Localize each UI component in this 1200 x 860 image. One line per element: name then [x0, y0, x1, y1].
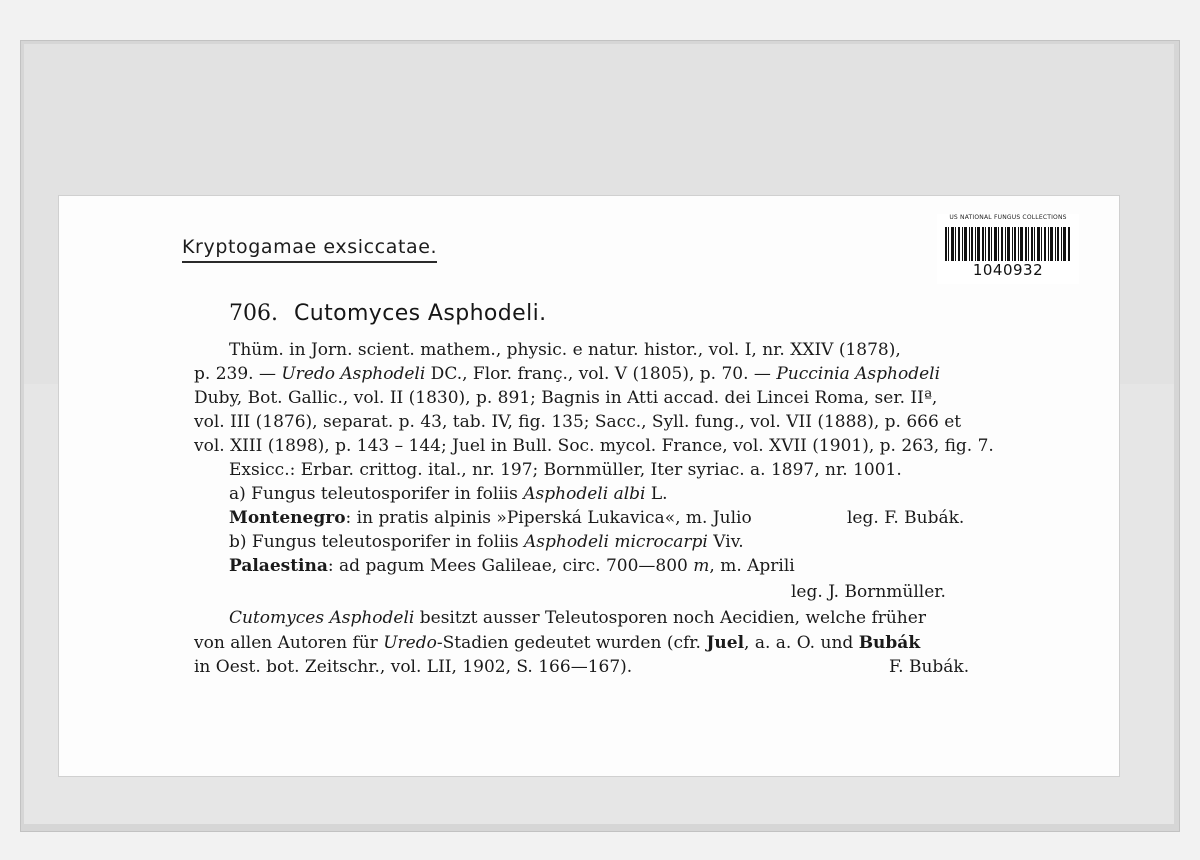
altitude-unit: m — [693, 556, 710, 576]
locality-palaestina — [229, 558, 795, 575]
locality-text: , m. Aprili — [709, 556, 795, 576]
reference-text: Duby, Bot. Gallic., vol. II (1830), p. 891; Bagnis in Atti accad. dei Lincei Roma, ser. IIª, — [194, 388, 938, 408]
locality-text: : ad pagum Mees Galileae, circ. 700—800 — [327, 556, 694, 576]
reference-text: DC., Flor. franç., vol. V (1805), p. 70. — — [425, 364, 777, 384]
barcode-caption: US NATIONAL FUNGUS COLLECTIONS — [949, 214, 1067, 221]
collector-text: leg. J. Bornmüller. — [791, 582, 946, 602]
reference-line-3 — [194, 390, 937, 407]
author-juel: Juel — [706, 633, 745, 653]
reference-line-2 — [194, 366, 940, 383]
species-name: Cutomyces Asphodeli. — [293, 301, 547, 326]
reference-text: Thüm. in Jorn. scient. mathem., physic. e natur. histor., vol. I, nr. XXIV (1878), — [229, 340, 901, 360]
note-line-3 — [194, 659, 632, 676]
collector-bubak — [847, 510, 964, 527]
reference-line-1 — [229, 342, 901, 359]
collection-a-text: a) Fungus teleutosporifer in foliis — [229, 484, 524, 504]
reference-line-5 — [194, 438, 994, 455]
note-text: in Oest. bot. Zeitschr., vol. LII, 1902, S. 166—167). — [194, 657, 633, 677]
reference-line-4 — [194, 414, 961, 431]
synonym-puccinia: Puccinia Asphodeli — [776, 364, 941, 384]
barcode-label — [937, 214, 1079, 284]
exsiccata-line — [229, 462, 902, 479]
note-text: -Stadien gedeutet wurden (cfr. — [436, 633, 707, 653]
host-author: L. — [645, 484, 668, 504]
reference-text: vol. III (1876), separat. p. 43, tab. IV, fig. 135; Sacc., Syll. fung., vol. VII (1888), p. 666 et — [194, 412, 962, 432]
collection-b-line — [229, 534, 744, 551]
entry-number: 706. — [229, 301, 278, 326]
series-title: Kryptogamae exsiccatae. — [182, 236, 437, 263]
note-line-2 — [194, 635, 920, 652]
note-line-1 — [229, 610, 926, 627]
species-name-italic: Cutomyces Asphodeli — [229, 608, 415, 628]
host-name: Asphodeli albi — [523, 484, 646, 504]
collector-bornmuller — [791, 584, 946, 601]
host-author: Viv. — [707, 532, 744, 552]
reference-text: vol. XIII (1898), p. 143 – 144; Juel in Bull. Soc. mycol. France, vol. XVII (1901), p. 263, fig. 7. — [194, 436, 994, 456]
note-text: besitzt ausser Teleutosporen noch Aecidien, welche früher — [414, 608, 926, 628]
entry-title — [229, 301, 547, 326]
note-text: , a. a. O. und — [744, 633, 859, 653]
host-name: Asphodeli microcarpi — [524, 532, 708, 552]
barcode-number: 1040932 — [972, 261, 1044, 279]
signature-text: F. Bubák. — [889, 657, 970, 677]
signature — [889, 659, 969, 676]
exsiccata-text: Exsicc.: Erbar. crittog. ital., nr. 197; Bornmüller, Iter syriac. a. 1897, nr. 1001. — [229, 460, 902, 480]
country-name: Montenegro — [229, 508, 346, 528]
reference-text: p. 239. — — [194, 364, 282, 384]
specimen-label — [58, 195, 1120, 777]
author-bubak: Bubák — [858, 633, 921, 653]
synonym-uredo: Uredo Asphodeli — [281, 364, 426, 384]
note-text: von allen Autoren für — [194, 633, 384, 653]
collection-a-line — [229, 486, 668, 503]
genus-uredo: Uredo — [383, 633, 437, 653]
barcode-icon — [943, 227, 1073, 261]
locality-montenegro — [229, 510, 752, 527]
country-name: Palaestina — [229, 556, 328, 576]
locality-text: : in pratis alpinis »Piperská Lukavica«, m. Julio — [345, 508, 752, 528]
collection-b-text: b) Fungus teleutosporifer in foliis — [229, 532, 525, 552]
collector-text: leg. F. Bubák. — [847, 508, 965, 528]
